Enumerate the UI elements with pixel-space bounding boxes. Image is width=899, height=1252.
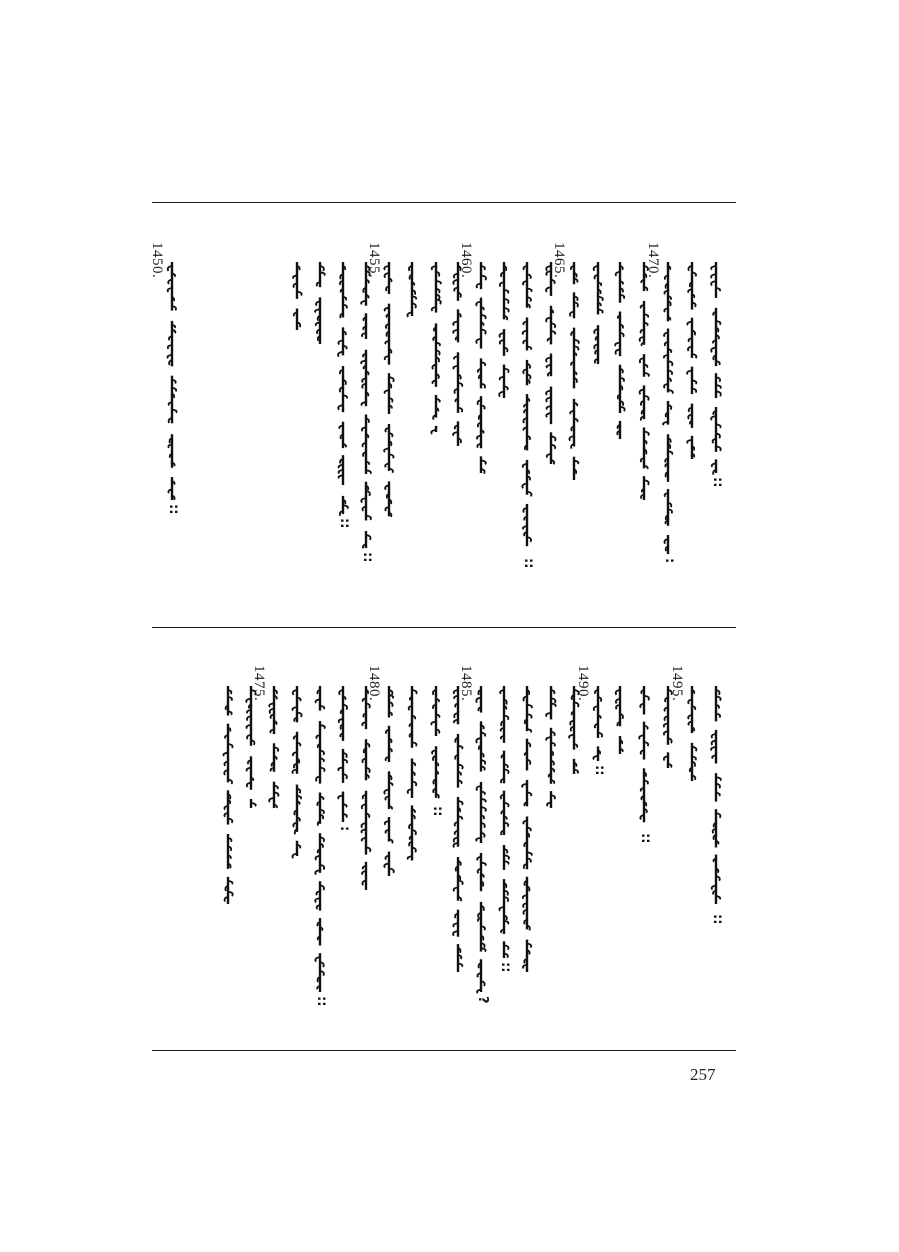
text-line — [590, 686, 606, 775]
text-line — [708, 686, 724, 924]
page-number: 257 — [690, 1065, 716, 1084]
line-end-punctuation: :: — [638, 833, 653, 844]
text-line — [612, 262, 628, 439]
text-line — [566, 262, 582, 480]
bottom-rule — [152, 1050, 736, 1051]
text-line — [590, 262, 606, 364]
line-number: 1495. — [669, 665, 685, 702]
text-line — [684, 262, 700, 459]
line-end-punctuation: : — [662, 558, 677, 564]
line-number: 1480. — [366, 665, 382, 702]
line-number: 1460. — [458, 242, 474, 279]
text-line — [335, 262, 351, 528]
line-number: 1475. — [251, 665, 267, 702]
text-line — [450, 262, 466, 446]
line-end-punctuation: :: — [710, 914, 725, 925]
line-end-punctuation: : — [337, 826, 352, 832]
text-line — [708, 262, 724, 487]
text-line — [428, 686, 444, 816]
text-line — [358, 262, 374, 562]
text-line — [312, 686, 328, 1006]
line-number: 1485. — [458, 665, 474, 702]
text-line — [312, 262, 328, 344]
text-line — [404, 262, 420, 316]
line-end-punctuation: :: — [521, 558, 536, 569]
line-number: 1470. — [645, 242, 661, 279]
line-number: 1450. — [149, 242, 165, 279]
line-end-punctuation: :: — [710, 477, 725, 488]
line-end-punctuation: :: — [592, 765, 607, 776]
text-line — [381, 262, 397, 527]
text-line — [636, 262, 652, 500]
text-line — [473, 262, 489, 473]
line-number: 1455. — [366, 242, 382, 279]
text-line — [612, 686, 628, 754]
line-end-punctuation: :: — [430, 806, 445, 817]
text-line — [243, 686, 259, 808]
line-end-punctuation: :: — [166, 504, 181, 515]
line-number: 1465. — [551, 242, 567, 279]
text-line — [404, 686, 420, 863]
text-line — [543, 686, 559, 808]
text-line — [519, 686, 535, 972]
text-line — [266, 686, 282, 808]
line-end-punctuation: :: — [360, 552, 375, 563]
middle-rule — [152, 627, 736, 628]
text-line — [289, 686, 305, 856]
text-line — [473, 686, 489, 1004]
text-line — [450, 686, 466, 972]
text-line — [684, 686, 700, 781]
text-line — [358, 686, 374, 890]
top-rule — [152, 202, 736, 203]
text-line — [496, 262, 512, 398]
text-line — [496, 686, 512, 972]
text-line — [220, 686, 236, 904]
line-number: 1490. — [575, 665, 591, 702]
text-line — [543, 262, 559, 466]
text-line — [289, 262, 305, 330]
text-line — [381, 686, 397, 876]
line-end-punctuation: :: — [498, 962, 513, 973]
line-end-punctuation: :: — [314, 996, 329, 1007]
text-line — [636, 686, 652, 843]
text-line — [519, 262, 535, 568]
text-line — [428, 262, 444, 432]
line-end-punctuation: :: — [337, 518, 352, 529]
text-line — [164, 262, 180, 514]
text-line — [660, 262, 676, 563]
text-line — [335, 686, 351, 831]
line-end-punctuation: ? — [475, 996, 490, 1004]
